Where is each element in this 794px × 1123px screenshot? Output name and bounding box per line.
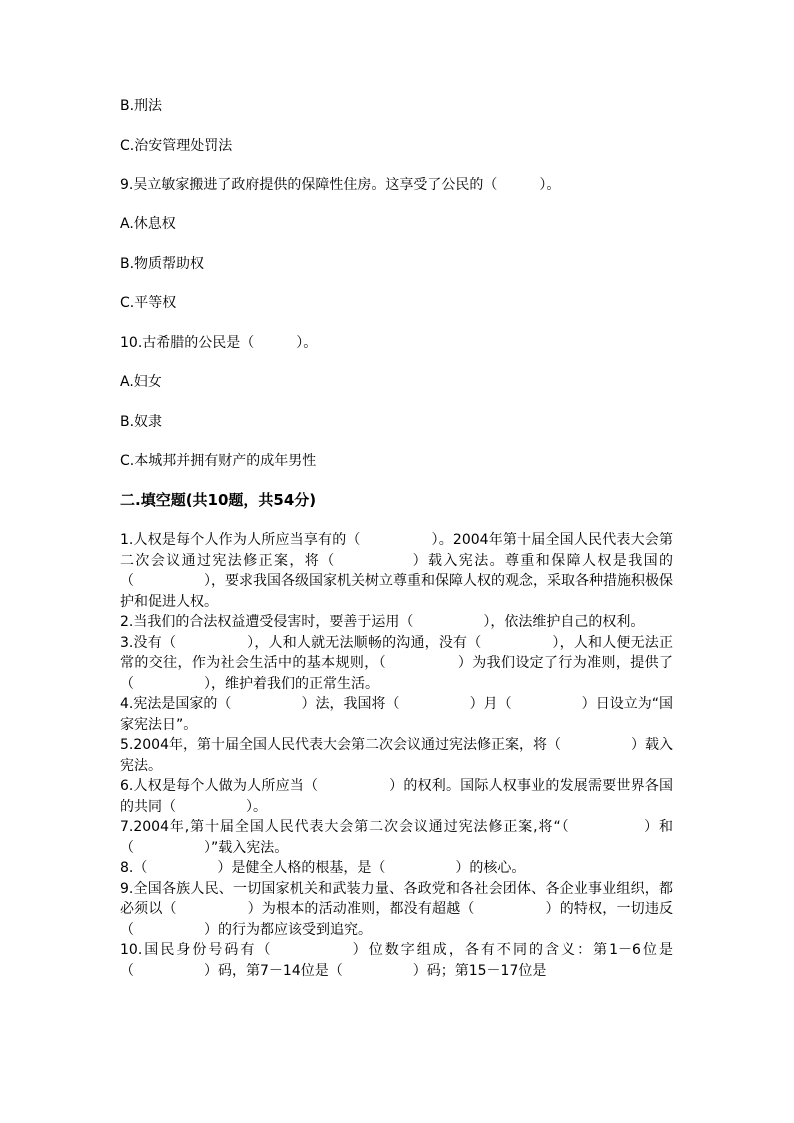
section-title-fill-blank: 二.填空题(共10题，共54分): [120, 491, 317, 509]
q9-option-c: C.平等权: [120, 295, 177, 311]
q10-option-c: C.本城邦并拥有财产的成年男性: [120, 453, 317, 469]
fill-question-4: 4.宪法是国家的（ ）法，我国将（ ）月（ ）日设立为“国家宪法日”。: [120, 696, 673, 733]
fill-question-2: 2.当我们的合法权益遭受侵害时，要善于运用（ ），依法维护自己的权利。: [120, 614, 645, 630]
q10-option-a: A.妇女: [120, 374, 162, 390]
q9-stem: 9.吴立敏家搬进了政府提供的保障性住房。这享受了公民的（ ）。: [120, 177, 561, 193]
q8-option-b: B.刑法: [120, 98, 163, 114]
q10-option-b: B.奴隶: [120, 414, 163, 430]
q8-option-c: C.治安管理处罚法: [120, 138, 233, 154]
q9-option-b: B.物质帮助权: [120, 256, 205, 272]
q9-option-a: A.休息权: [120, 216, 176, 232]
fill-question-1: 1.人权是每个人作为人所应当享有的（ ）。2004年第十届全国人民代表大会第二次会议通过宪法修正案，将（ ）载入宪法。尊重和保障人权是我国的（ ），要求我国各级国家机关树立尊重和保障人权的观念，采取各种措施积极保护和促进人权。: [120, 532, 673, 610]
fill-question-9: 9.全国各族人民、一切国家机关和武装力量、各政党和各社会团体、各企业事业组织，都必须以（ ）为根本的活动准则，都没有超越（ ）的特权，一切违反（ ）的行为都应该受到追究。: [120, 880, 673, 938]
fill-question-7: 7.2004年,第十届全国人民代表大会第二次会议通过宪法修正案,将“（ ）和（ ）”载入宪法。: [120, 819, 673, 856]
fill-blank-list: [120, 530, 673, 981]
fill-question-10: 10.国民身份号码有（ ）位数字组成，各有不同的含义：第1－6位是（ ）码，第7－14位是（ ）码；第15－17位是: [120, 942, 673, 979]
fill-question-6: 6.人权是每个人做为人所应当（ ）的权利。国际人权事业的发展需要世界各国的共同（ ）。: [120, 778, 673, 815]
fill-question-5: 5.2004年，第十届全国人民代表大会第二次会议通过宪法修正案，将（ ）载入宪法。: [120, 737, 673, 774]
fill-question-3: 3.没有（ ），人和人就无法顺畅的沟通，没有（ ），人和人便无法正常的交往，作为社会生活中的基本规则，（ ）为我们设定了行为准则，提供了（ ），维护着我们的正常生活。: [120, 634, 673, 692]
fill-question-8: 8.（ ）是健全人格的根基，是（ ）的核心。: [120, 860, 526, 876]
q10-stem: 10.古希腊的公民是（ ）。: [120, 335, 318, 351]
